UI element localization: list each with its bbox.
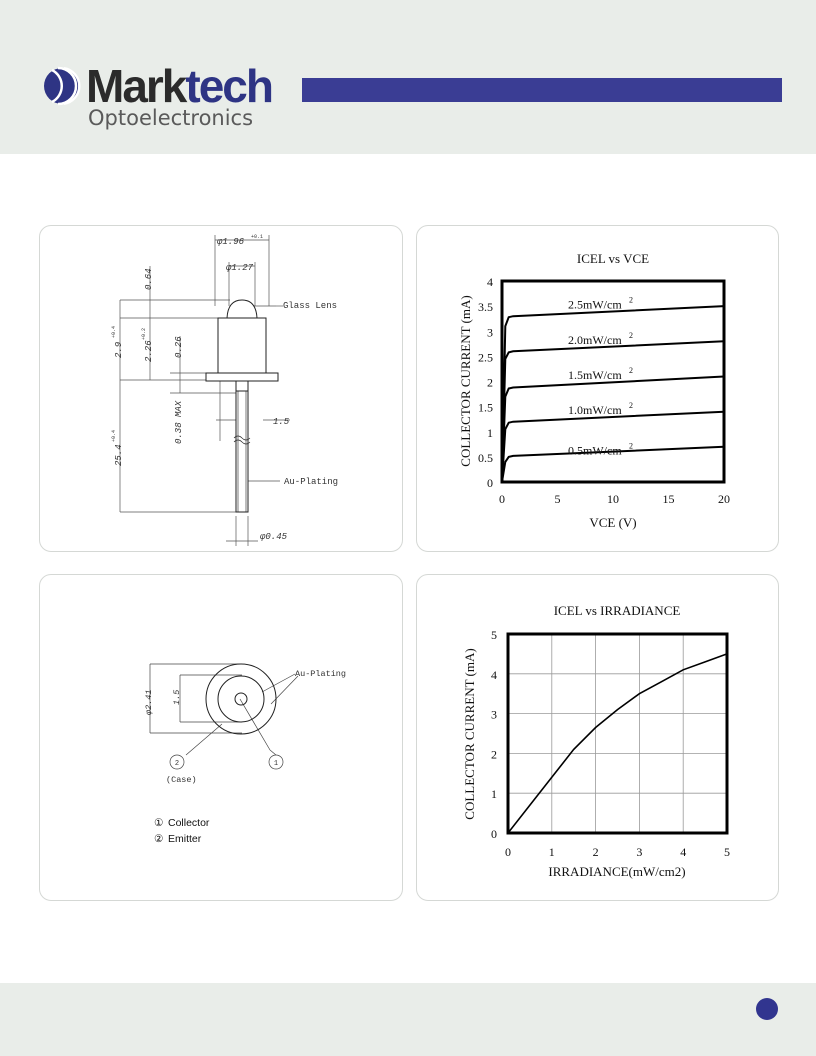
- chart2-xtick: 3: [636, 845, 643, 859]
- chart1-xtick: 0: [499, 492, 505, 506]
- chart1-ytick: 1.5: [478, 400, 493, 415]
- chart1-ytick: 1: [487, 425, 493, 440]
- icel-vs-irradiance-panel: [416, 574, 779, 901]
- header: [0, 0, 816, 154]
- legend-collector: Collector: [168, 817, 210, 829]
- chart2-ytick: 4: [491, 667, 497, 682]
- brand-name-part2: tech: [185, 60, 272, 112]
- chart1-xtick: 5: [554, 492, 561, 506]
- footer: [0, 983, 816, 1056]
- chart1-xtick: 15: [662, 492, 675, 506]
- chart1-series-label-sup: 2: [629, 295, 633, 305]
- chart2-ytick: 2: [491, 747, 497, 762]
- chart1-ytick: 3.5: [478, 300, 493, 315]
- outline-drawing: [40, 226, 402, 551]
- chart1-ytick: 4: [487, 275, 493, 289]
- chart2-ytick: 5: [491, 628, 497, 642]
- dim-1-5: 1.5: [273, 417, 290, 427]
- inner-ring: [218, 676, 264, 722]
- dim-0-38-max: 0.38 MAX: [174, 400, 184, 444]
- page-indicator-dot: [756, 998, 778, 1020]
- chart1-ytick: 2.5: [478, 350, 493, 365]
- chart1-xtick: 10: [607, 492, 619, 506]
- chart1-series-label-sup: 2: [629, 441, 633, 451]
- chart1-ytick: 2: [487, 375, 493, 390]
- dim-top-diameter-tol: +0.1: [251, 234, 264, 240]
- chart1-series-label-sup: 2: [629, 401, 633, 411]
- icel-vs-vce-panel: [416, 225, 779, 552]
- dim-lens-diameter: φ1.27: [226, 263, 254, 273]
- chart2-ytick: 3: [491, 707, 497, 722]
- chart1-ytick: 0: [487, 476, 493, 490]
- dim-25-4-tol: +0.4: [111, 429, 117, 442]
- dim-2-26: 2.26: [144, 340, 154, 362]
- dim-0-64: 0.64: [144, 268, 154, 290]
- chart1-series-label: 1.5mW/cm: [568, 367, 622, 382]
- chart2-xtick: 0: [505, 845, 511, 859]
- chart1-ytick: 3: [487, 325, 493, 340]
- legend-num-collector: ①: [154, 817, 164, 829]
- dim-2-9: 2.9: [114, 341, 124, 358]
- chart1-series-label: 1.0mW/cm: [568, 403, 622, 418]
- dim-2-26-tol: +0.2: [141, 327, 147, 340]
- chart2-xtick: 5: [724, 845, 730, 859]
- dim-lead-diameter: φ0.45: [260, 532, 288, 542]
- center-pin: [235, 693, 247, 705]
- chart2-ytick: 0: [491, 827, 497, 841]
- chart1-ylabel: COLLECTOR CURRENT (mA): [458, 295, 473, 467]
- chart1-series-label-sup: 2: [629, 330, 633, 340]
- pin-1-label: 1: [273, 760, 279, 768]
- chart2-xtick: 4: [680, 845, 687, 859]
- brand-name-part1: Mark: [86, 60, 186, 112]
- brand-subtitle: Optoelectronics: [88, 106, 254, 130]
- chart2-xtick: 1: [548, 845, 555, 859]
- chart2-frame: [508, 634, 727, 833]
- chart1-title: ICEL vs VCE: [576, 251, 650, 266]
- bottom-view-panel: [39, 574, 403, 901]
- case-label: (Case): [166, 775, 197, 785]
- chart1-series-label-sup: 2: [629, 365, 633, 375]
- dim-1-5: 1.5: [172, 689, 182, 705]
- au-plating-label: Au-Plating: [284, 477, 339, 487]
- pin-2-label: 2: [174, 760, 180, 768]
- outline-drawing-panel: [39, 225, 403, 552]
- legend-emitter: Emitter: [168, 833, 202, 845]
- chart2-xtick: 2: [592, 845, 599, 859]
- dim-top-diameter: φ1.96: [217, 237, 245, 247]
- dim-2-41: φ2.41: [144, 689, 154, 715]
- chart1-ytick: 0.5: [478, 450, 493, 465]
- chart1-series-label: 2.0mW/cm: [568, 332, 622, 347]
- chart2-xlabel: IRRADIANCE(mW/cm2): [548, 864, 686, 879]
- dim-25-4: 25.4: [114, 444, 124, 466]
- chart2-ylabel: COLLECTOR CURRENT (mA): [462, 648, 477, 820]
- brand-logo: [42, 62, 302, 142]
- header-accent-bar: [302, 78, 782, 102]
- bottom-view-drawing: [40, 575, 402, 900]
- chart2-ytick: 1: [491, 787, 497, 802]
- chart2-series-line: [508, 654, 727, 833]
- icel-vs-irradiance-chart: [417, 575, 778, 900]
- glass-lens-label: Glass Lens: [283, 301, 338, 311]
- au-plating-label: Au-Plating: [295, 669, 347, 679]
- dim-2-9-tol: +0.4: [111, 325, 117, 338]
- chart1-series-label: 2.5mW/cm: [568, 297, 622, 312]
- case-outline: [206, 664, 276, 734]
- chart2-title: ICEL vs IRRADIANCE: [553, 603, 681, 618]
- chart1-series-label: 0.5mW/cm: [568, 443, 622, 458]
- chart1-series-line: [502, 377, 724, 483]
- icel-vs-vce-chart: [417, 226, 778, 551]
- brand-name: [86, 60, 272, 112]
- chart1-xlabel: VCE (V): [589, 515, 637, 530]
- legend-num-emitter: ②: [154, 833, 164, 845]
- chart1-xtick: 20: [718, 492, 730, 506]
- logo-mark-icon: [42, 66, 82, 106]
- dim-0-26: 0.26: [174, 336, 184, 358]
